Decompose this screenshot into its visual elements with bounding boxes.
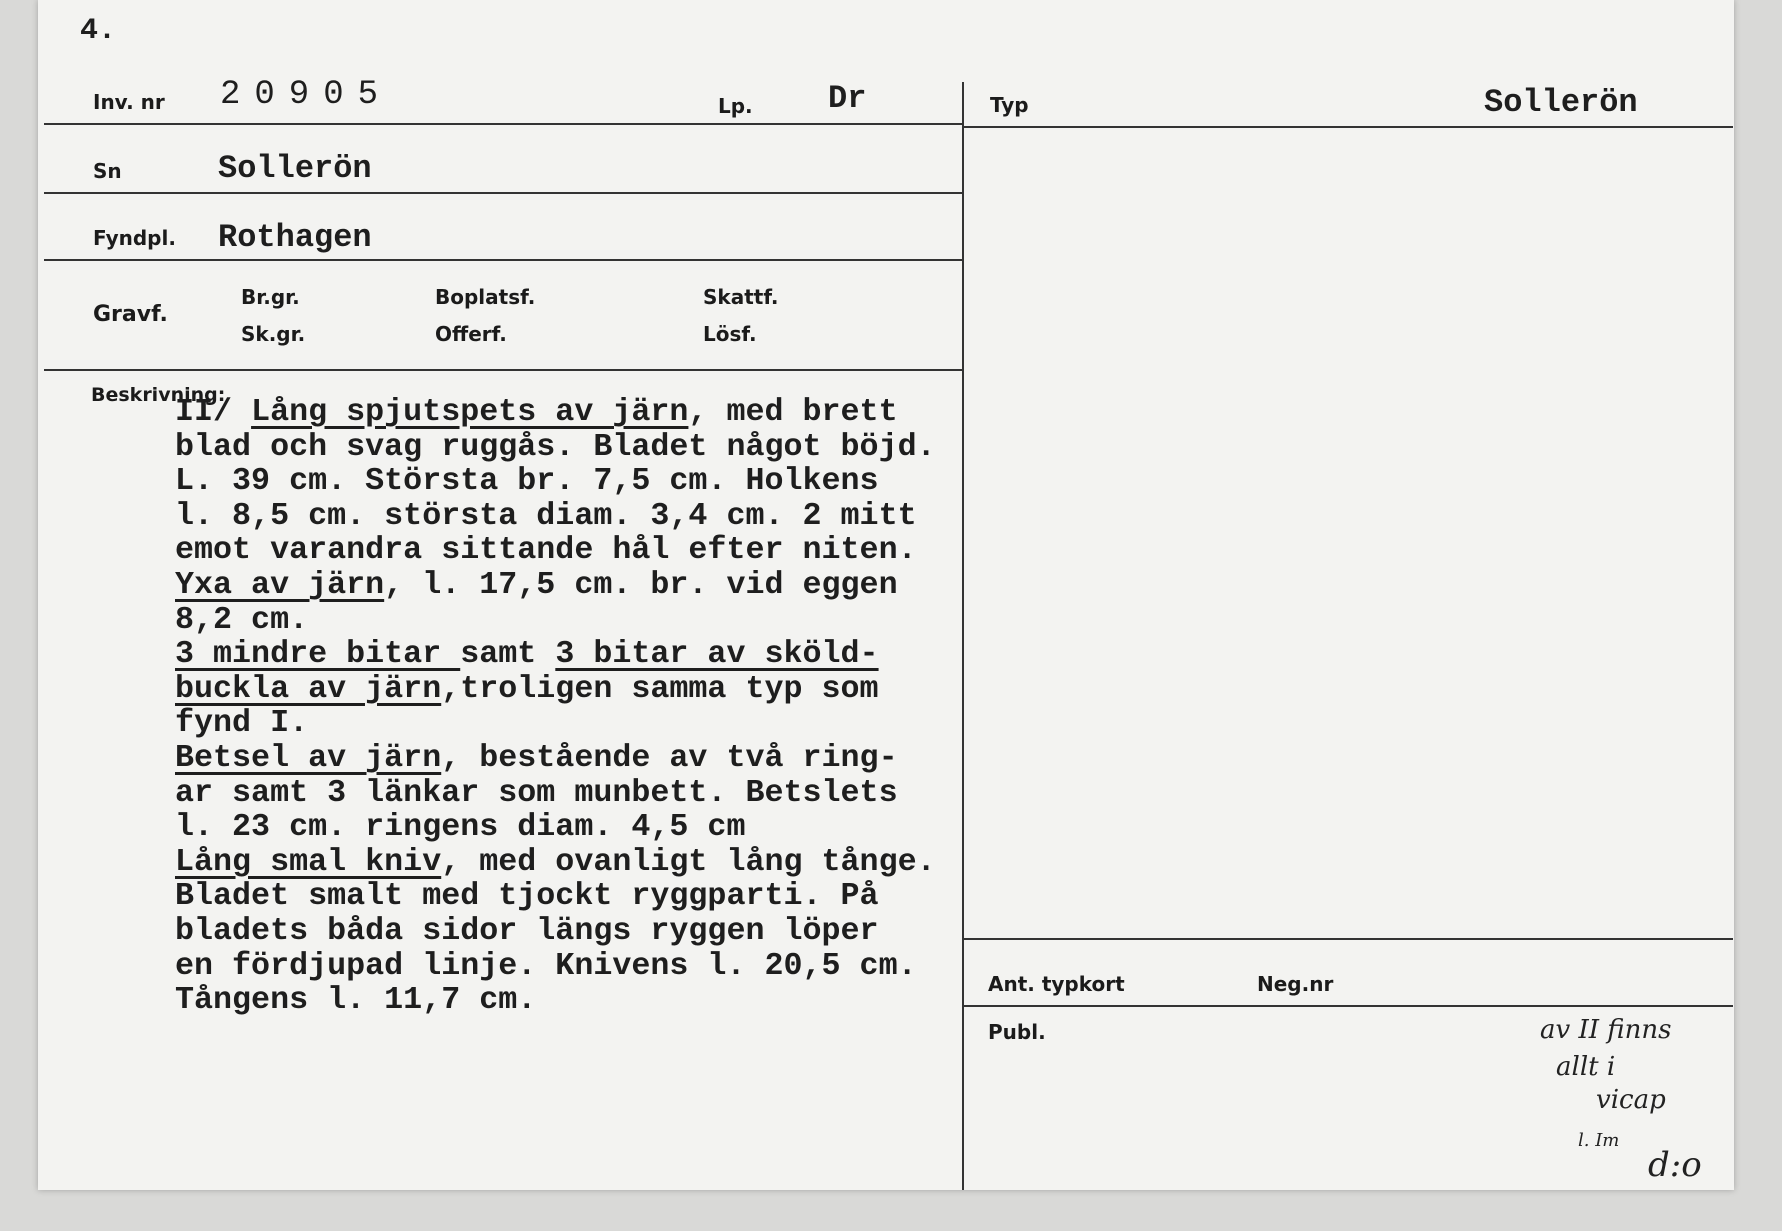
- brgr-label: Br.gr.: [241, 285, 300, 309]
- description-segment: Bladet smalt med tjockt ryggparti. På: [175, 878, 879, 915]
- rule-gravf: [44, 369, 962, 371]
- description-segment: 8,2 cm.: [175, 601, 309, 638]
- description-line: [175, 949, 936, 984]
- description-line: [175, 603, 936, 638]
- description-segment: samt: [460, 636, 556, 673]
- publ-label: Publ.: [988, 1020, 1046, 1044]
- handwritten-note-line4: l. Im: [1578, 1130, 1620, 1151]
- rule-ant-bottom: [963, 1005, 1733, 1007]
- inv-value: 20905: [220, 76, 393, 114]
- lp-label: Lp.: [718, 94, 753, 118]
- description-text: [175, 395, 936, 1018]
- card-number: 4.: [80, 14, 117, 48]
- sn-value: Sollerön: [218, 150, 372, 187]
- description-line: [175, 879, 936, 914]
- typ-label: Typ: [990, 93, 1029, 117]
- description-segment: L. 39 cm. Största br. 7,5 cm. Holkens: [175, 463, 879, 500]
- handwritten-note-line2: allt i: [1556, 1052, 1616, 1082]
- underlined-item-name: Lång spjutspets av järn: [251, 394, 689, 430]
- handwritten-note-line5: d:o: [1648, 1145, 1702, 1185]
- rule-top-right: [963, 126, 1733, 128]
- rule-top-left: [44, 123, 962, 125]
- description-segment: emot varandra sittande hål efter niten.: [175, 532, 917, 569]
- description-line: [175, 706, 936, 741]
- ant-typkort-label: Ant. typkort: [988, 972, 1125, 996]
- skgr-label: Sk.gr.: [241, 322, 306, 346]
- gravf-label: Gravf.: [93, 302, 168, 327]
- description-line: [175, 499, 936, 534]
- description-segment: Tångens l. 11,7 cm.: [175, 982, 537, 1019]
- description-segment: fynd I.: [175, 705, 309, 742]
- underlined-item-name: buckla av järn: [175, 670, 442, 707]
- inv-label: Inv. nr: [93, 90, 165, 114]
- description-segment: blad och svag ruggås. Bladet något böjd.: [175, 428, 936, 465]
- description-line: [175, 568, 936, 603]
- description-segment: l. 23 cm. ringens diam. 4,5 cm: [175, 809, 746, 846]
- fyndpl-value: Rothagen: [218, 219, 372, 256]
- underlined-item-name: 3 bitar av sköld-: [555, 636, 879, 673]
- description-segment: ar samt 3 länkar som munbett. Betslets: [175, 774, 898, 811]
- description-line: [175, 464, 936, 499]
- typ-value: Sollerön: [1484, 84, 1638, 121]
- description-line: [175, 776, 936, 811]
- rule-fyndpl: [44, 259, 962, 261]
- lp-value: Dr: [828, 80, 867, 117]
- rule-ant-top: [963, 938, 1733, 940]
- description-line: [175, 430, 936, 465]
- offerf-label: Offerf.: [435, 322, 507, 346]
- description-line: [175, 637, 936, 672]
- description-segment: bladets båda sidor längs ryggen löper: [175, 912, 879, 949]
- losf-label: Lösf.: [703, 322, 757, 346]
- description-segment: l. 8,5 cm. största diam. 3,4 cm. 2 mitt: [175, 497, 917, 534]
- description-line: [175, 533, 936, 568]
- handwritten-note-line1: av II finns: [1540, 1015, 1672, 1045]
- description-line: [175, 672, 936, 707]
- underlined-item-name: 3 mindre bitar: [175, 636, 461, 673]
- underlined-item-name: Lång smal kniv: [175, 843, 442, 880]
- sn-label: Sn: [93, 159, 122, 183]
- description-line: [175, 845, 936, 880]
- description-segment: , l. 17,5 cm. br. vid eggen: [384, 566, 898, 603]
- description-line: [175, 983, 936, 1018]
- description-segment: , bestående av två ring-: [441, 739, 898, 776]
- description-line: [175, 810, 936, 845]
- description-line: [175, 395, 936, 430]
- rule-sn: [44, 192, 962, 194]
- description-line: [175, 741, 936, 776]
- description-segment: , med ovanligt lång tånge.: [441, 843, 936, 880]
- underlined-item-name: Yxa av järn: [175, 566, 385, 603]
- rule-vertical: [962, 82, 964, 1190]
- description-segment: ,troligen samma typ som: [441, 670, 879, 707]
- boplatsf-label: Boplatsf.: [435, 285, 536, 309]
- description-segment: en fördjupad linje. Knivens l. 20,5 cm.: [175, 947, 917, 984]
- handwritten-note-line3: vicap: [1596, 1085, 1666, 1115]
- description-segment: II/: [175, 394, 252, 430]
- negnr-label: Neg.nr: [1257, 972, 1334, 996]
- beskrivning-label: Beskrivning:: [91, 384, 226, 406]
- description-line: [175, 914, 936, 949]
- fyndpl-label: Fyndpl.: [93, 226, 176, 250]
- underlined-item-name: Betsel av järn: [175, 739, 442, 776]
- description-segment: , med brett: [688, 394, 898, 430]
- skattf-label: Skattf.: [703, 285, 779, 309]
